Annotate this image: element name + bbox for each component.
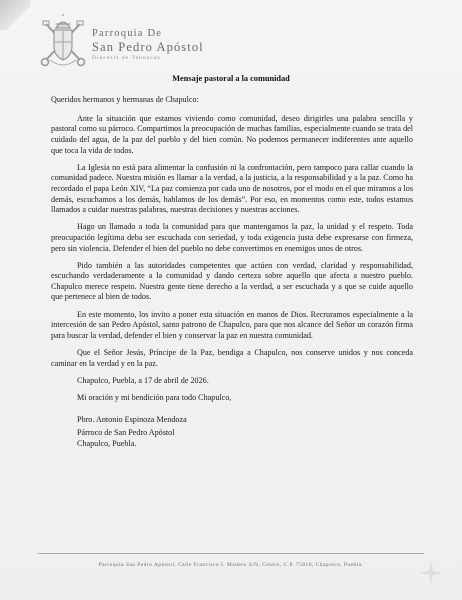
signer-role: Párroco de San Pedro Apóstol bbox=[77, 428, 175, 438]
diocese-name: Diócesis de Tehuacán bbox=[92, 55, 162, 61]
parish-label: Parroquia De bbox=[92, 28, 163, 39]
paragraph: Ante la situación que estamos viviendo como comunidad, deseo dirigirles una palabra sencilla y pastoral como su párroco. Compartimos la preocupación de muchas familias, especialmente cuando se trata del cuidado del agua, de la paz del pueblo y del bien común. No podemos permanecer indiferentes ante aquello que toca la vida de todos. bbox=[51, 113, 413, 155]
footer-divider bbox=[38, 553, 424, 554]
salutation: Queridos hermanos y hermanas de Chapulco: bbox=[51, 95, 199, 104]
letter-body bbox=[51, 95, 413, 449]
paragraph: La Iglesia no está para alimentar la confusión ni la confrontación, pero tampoco para callar cuando la comunidad padece. Nuestra misión es llamar a la verdad, a la justicia, a la responsabilidad y a la paz. Como ha recordado el papa León XIV, “La paz comienza por cada uno de nosotros, por el modo en el que miramos a los demás, escuchamos a los demás, hablamos de los demás”. Por eso, en momentos como este, todos estamos llamados a cuidar nuestras palabras, nuestras decisiones y nuestras acciones. bbox=[51, 162, 413, 215]
paragraph: En este momento, los invito a poner esta situación en manos de Dios. Recruramos especialmente a la intercesión de san Pedro Apóstol, santo patrono de Chapulco, para que nos alcance del Señor un corazón firma para buscar la verdad, defender el bien y conservar la paz en nuestra comunidad. bbox=[51, 309, 413, 340]
signer-place: Chapulco, Puebla. bbox=[77, 438, 137, 448]
letter-title: Mensaje pastoral a la comunidad bbox=[172, 74, 290, 83]
footer-address: Parroquia San Pedro Apóstol, Calle Francisco I. Madero S/N, Centro, C.P. 75810, Chapulco, Puebla. bbox=[98, 562, 364, 568]
corner-decoration bbox=[0, 0, 30, 30]
parish-name: San Pedro Apóstol bbox=[92, 40, 204, 54]
sparkle-icon bbox=[418, 560, 444, 586]
signature-block bbox=[51, 415, 413, 450]
blessing-line: Mi oración y mi bendición para todo Chapulco, bbox=[77, 393, 232, 402]
signer-name: Pbro. Antonio Espinoza Mendoza bbox=[77, 414, 187, 424]
place-date: Chapulco, Puebla, a 17 de abril de 2026. bbox=[77, 375, 209, 385]
paragraph: Que el Señor Jesús, Príncipe de la Paz, bendiga a Chapulco, nos conserve unidos y nos conceda caminar en la verdad y en la paz. bbox=[51, 348, 413, 368]
letterhead bbox=[40, 14, 340, 72]
paragraph: Pido también a las autoridades competentes que actúen con verdad, claridad y responsabilidad, escuchando verdaderamente a la comunidad y dando certeza sobre aquello que afecta a nuestro pueblo. Chapulco merece respeto. Nuestra gente tiene derecho a la verdad, a ser escuchada y a que se cuide aquello que pertenece al bien de todos. bbox=[51, 260, 413, 302]
papal-crest-icon bbox=[40, 14, 86, 70]
parish-name-block bbox=[92, 28, 204, 62]
paragraph: Hago un llamado a toda la comunidad para que mantengamos la paz, la unidad y el respeto. Toda preocupación legítima deba ser escuchada con seriedad, y toda exigencia justa debe expresarse con firmeza, pero sin violencia. Defender el bien del pueblo no debe convertimos en enemigos unos de otros. bbox=[51, 222, 413, 253]
